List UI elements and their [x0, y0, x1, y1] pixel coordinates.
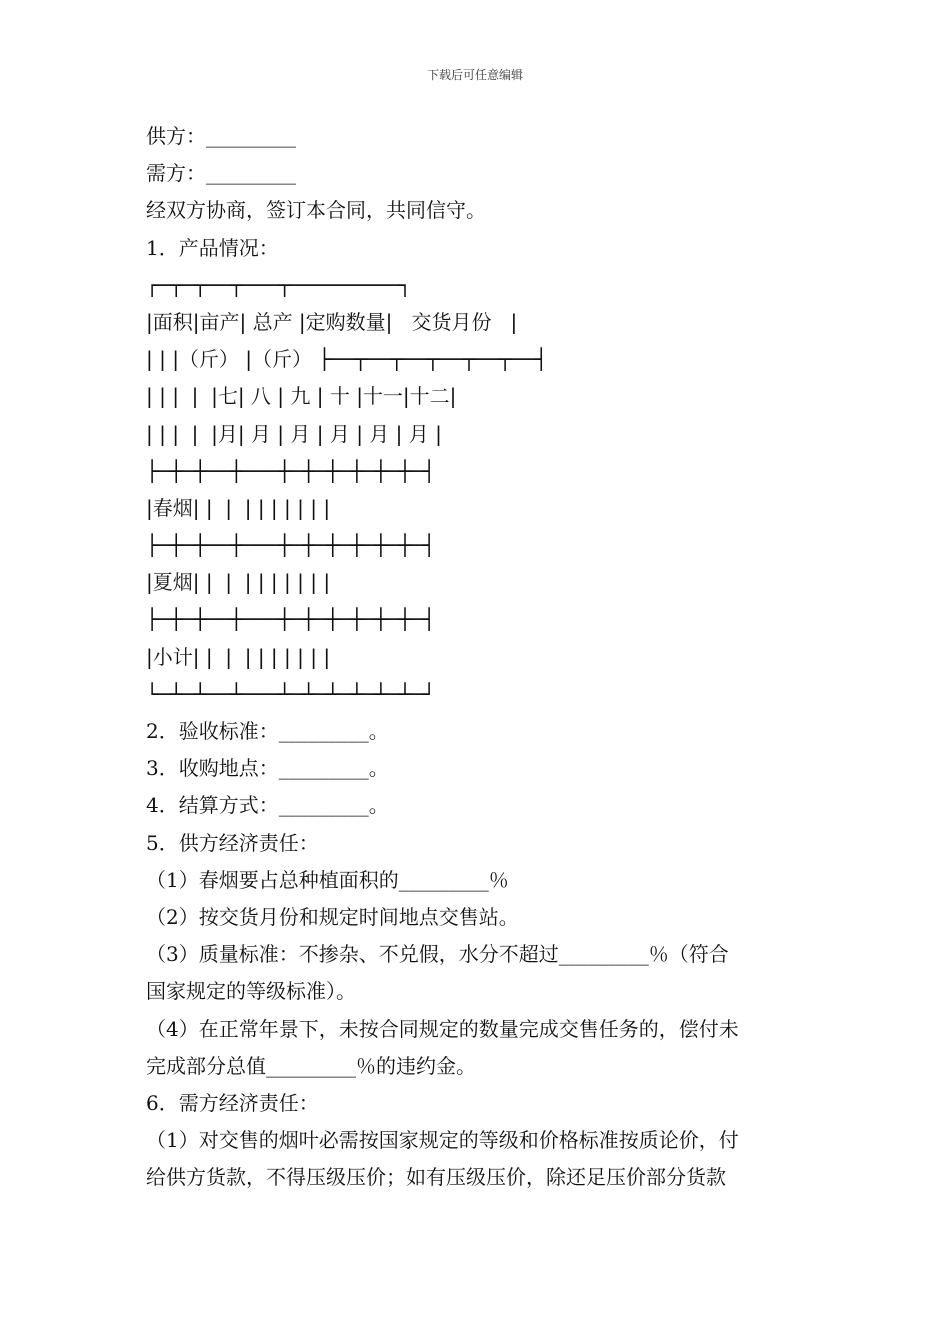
table-row: ├─┼─┼──┼───┼─┼─┼─┼─┼─┼─┤: [146, 533, 435, 558]
section-6-item-1-cont: 给供方货款，不得压级压价；如有压级压价，除还足压价部分货款: [146, 1165, 726, 1190]
section-5-item-4-cont: 完成部分总值_________％的违约金。: [146, 1053, 476, 1078]
supplier-line: 供方：_________: [146, 124, 296, 148]
table-row: |春烟| | | | | | | | | |: [146, 495, 331, 520]
table-row: | | | | |月| 月 | 月 | 月 | 月 | 月 |: [146, 421, 442, 446]
buyer-line: 需方：_________: [146, 161, 296, 186]
table-row: ├─┼─┼──┼───┼─┼─┼─┼─┼─┼─┤: [146, 607, 435, 632]
table-row: |小计| | | | | | | | | |: [146, 644, 331, 669]
contract-body: [146, 118, 806, 1196]
page-header: 下载后可任意编辑: [426, 68, 523, 82]
section-5-item-1: （1）春烟要占总种植面积的_________％: [146, 867, 509, 892]
section-6-item-1: （1）对交售的烟叶必需按国家规定的等级和价格标准按质论价，付: [146, 1128, 739, 1153]
table-row: ┌─┬─┬──┬───┬─────────┐: [146, 272, 411, 297]
table-row: |面积|亩产| 总产 |定购数量| 交货月份 |: [146, 309, 518, 334]
section-2: 2．验收标准：_________。: [146, 719, 389, 743]
table-row: | | |（斤） |（斤） ├──┬──┬──┬──┬──┬──┤: [146, 347, 548, 372]
section-5-item-3: （3）质量标准：不掺杂、不兑假，水分不超过_________％（符合: [146, 942, 729, 967]
section-5-item-3-cont: 国家规定的等级标准）。: [146, 979, 356, 1004]
section-4: 4．结算方式：_________。: [146, 793, 389, 818]
section-6-title: 6．需方经济责任：: [146, 1090, 319, 1115]
table-row: └─┴─┴──┴───┴─┴─┴─┴─┴─┴─┘: [146, 681, 435, 706]
section-1-title: 1．产品情况：: [146, 235, 279, 260]
table-row: |夏烟| | | | | | | | | |: [146, 570, 331, 595]
section-3: 3．收购地点：_________。: [146, 756, 389, 781]
section-5-item-4: （4）在正常年景下，未按合同规定的数量完成交售任务的，偿付未: [146, 1016, 739, 1041]
table-row: ├─┼─┼──┼───┼─┼─┼─┼─┼─┼─┤: [146, 458, 435, 483]
table-row: | | | | |七| 八 | 九 | 十 |十一|十二|: [146, 384, 457, 409]
section-5-title: 5．供方经济责任：: [146, 830, 319, 855]
section-5-item-2: （2）按交货月份和规定时间地点交售站。: [146, 904, 519, 929]
intro-line: 经双方协商，签订本合同，共同信守。: [146, 198, 486, 223]
product-table: [146, 267, 806, 713]
